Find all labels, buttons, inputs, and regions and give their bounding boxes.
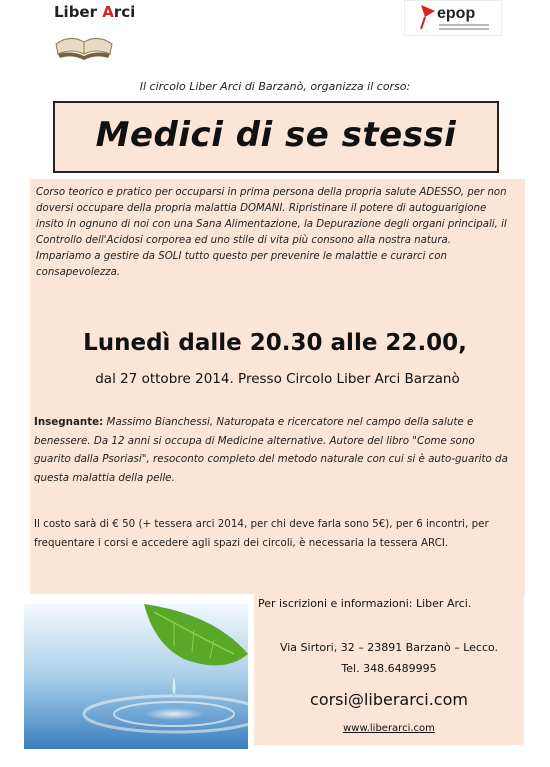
open-book-icon — [52, 24, 116, 62]
water-drop-leaf-image — [24, 604, 248, 749]
teacher-text: Massimo Bianchessi, Naturopata e ricercatore nel campo della salute e benessere. Da 12 anni si occupa di Medicine alternative. Autore del libro "Come sono guarito dalla Psoriasi", resoconto completo del metodo naturale con cui si è auto-guarito da questa malattia della pelle. — [34, 416, 508, 484]
epop-brand: epop — [437, 5, 476, 22]
course-description: Corso teorico e pratico per occuparsi in prima persona della propria salute ADESSO, per non doversi occupare della propria malattia DOMANI. Ripristinare il potere di autoguarigione insito in ognuno di noi con una Sana Alimentazione, la Depurazione degli organi principali, il Controllo dell'Acidosi corporea ed uno stile di vita più consono alla nostra natura. Impariamo a gestire da SOLI tutto questo per prevenire le malattie e curarci con consapevolezza. — [36, 187, 507, 278]
page-title: Medici di se stessi — [95, 115, 457, 155]
epop-logo — [404, 0, 502, 36]
liber-arci-logo — [24, 0, 174, 66]
info-label: Per iscrizioni e informazioni: Liber Arci. — [258, 597, 472, 610]
red-flag-icon — [417, 3, 439, 31]
email-link[interactable]: corsi@liberarci.com — [310, 690, 468, 709]
website-link[interactable]: www.liberarci.com — [343, 723, 435, 734]
liber-arci-brand: Liber Arci — [54, 3, 136, 21]
epop-tagline-lines — [439, 24, 489, 32]
dates-location: dal 27 ottobre 2014. Presso Circolo Liber Arci Barzanò — [95, 371, 460, 387]
teacher-info — [34, 413, 512, 487]
cost-info: Il costo sarà di € 50 (+ tessera arci 2014, per chi deve farla sono 5€), per 6 incontri, per frequentare i corsi e accedere agli spazi dei circoli, è necessaria la tessera ARCI. — [34, 518, 489, 549]
teacher-label: Insegnante: — [34, 416, 104, 428]
schedule-heading: Lunedì dalle 20.30 alle 22.00, — [83, 330, 467, 356]
title-box — [53, 101, 499, 173]
telephone: Tel. 348.6489995 — [341, 662, 437, 675]
intro-text: Il circolo Liber Arci di Barzanò, organizza il corso: — [139, 80, 411, 93]
address: Via Sirtori, 32 – 23891 Barzanò – Lecco. — [279, 641, 499, 654]
